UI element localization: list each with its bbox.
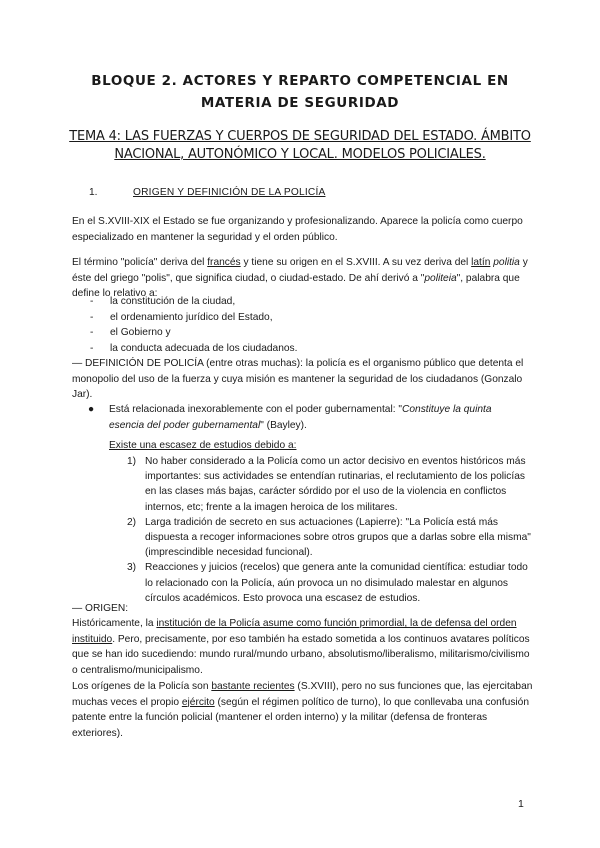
list-item: - la conducta adecuada de los ciudadanos. [90, 341, 297, 357]
list-item: 1) No haber considerado a la Policía como un actor decisivo en eventos históricos más importantes: sus actividades se entendían rutinarias, el reclutamiento de los policías en las clases más bajas, carácter sórdido por el uso de la violencia en conflictos internos, etc; frente a la imagen heroica de los militares. [127, 456, 526, 513]
section-heading [89, 187, 325, 198]
scarcity-heading: Existe una escasez de estudios debido a: [109, 440, 297, 451]
etymology-paragraph: El término "policía" deriva del francés y tiene su origen en el S.XVIII. A su vez deriva del latín politia y éste del griego "polis", que significa ciudad, o ciudad-estado. De ahí derivó a "politeia", palabra que define lo relativo a: [72, 257, 528, 299]
topic-title: TEMA 4: LAS FUERZAS Y CUERPOS DE SEGURIDAD DEL ESTADO. ÁMBITO NACIONAL, AUTONÓMICO Y LOCAL. MODELOS POLICIALES. [69, 129, 531, 162]
reasons-list [127, 454, 531, 606]
origin-heading: — ORIGEN: [72, 603, 129, 614]
intro-paragraph: En el S.XVIII-XIX el Estado se fue organizando y profesionalizando. Aparece la policía como cuerpo especializado en mantener la seguridad y el orden público. [72, 216, 523, 243]
section-title: ORIGEN Y DEFINICIÓN DE LA POLICÍA [133, 187, 326, 198]
bullet-text: Está relacionada inexorablemente con el poder gubernamental: "Constituye la quinta esencia del poder gubernamental" (Bayley). [109, 404, 492, 431]
definition-paragraph: — DEFINICIÓN DE POLICÍA (entre otras muchas): la policía es el organismo público que detenta el monopolio del uso de la fuerza y cuya misión es mantener la seguridad de los ciudadanos (Gonzalo Jar). [72, 358, 524, 400]
section-number: 1. [89, 187, 98, 198]
list-item: 3) Reacciones y juicios (recelos) que genera ante la comunidad científica: estudiar todo lo relacionado con la Policía, aún provoca un no disimulado malestar en algunos círculos académicos. Esto provoca una escasez de estudios. [127, 562, 528, 604]
definition-list [90, 294, 297, 356]
block-title: BLOQUE 2. ACTORES Y REPARTO COMPETENCIAL EN MATERIA DE SEGURIDAD [91, 73, 509, 111]
link-latin: latín [471, 257, 491, 268]
origin-paragraph: Históricamente, la institución de la Policía asume como función primordial, la de defensa del orden instituido. Pero, precisamente, por eso también ha estado sometida a los continuos avatares políticos que se han ido sucediendo: mundo rural/mundo urbano, absolutismo/liberalismo, militarismo/civilismo o centralismo/municipalismo. [72, 618, 530, 676]
origins-paragraph: Los orígenes de la Policía son bastante recientes (S.XVIII), pero no sus funciones que, las ejercitaban muchas veces el propio ejército (según el régimen político de turno), lo que conllevaba una confusión patente entre la función policial (mantener el orden interno) y la militar (defensa de fronteras exteriores). [72, 681, 533, 739]
page-number: 1 [518, 798, 524, 810]
list-item: - la constitución de la ciudad, [90, 294, 297, 310]
list-item: 2) Larga tradición de secreto en sus actuaciones (Lapierre): "La Policía está más dispuesta a recoger informaciones sobre otros grupos que a darlas sobre ella misma" (imprescindible necesidad funcional). [127, 516, 531, 559]
bullet-item [88, 402, 528, 433]
list-item: - el Gobierno y [90, 325, 297, 341]
list-item: - el ordenamiento jurídico del Estado, [90, 310, 297, 326]
bullet-icon: ● [88, 404, 95, 415]
link-frances: francés [207, 257, 241, 268]
